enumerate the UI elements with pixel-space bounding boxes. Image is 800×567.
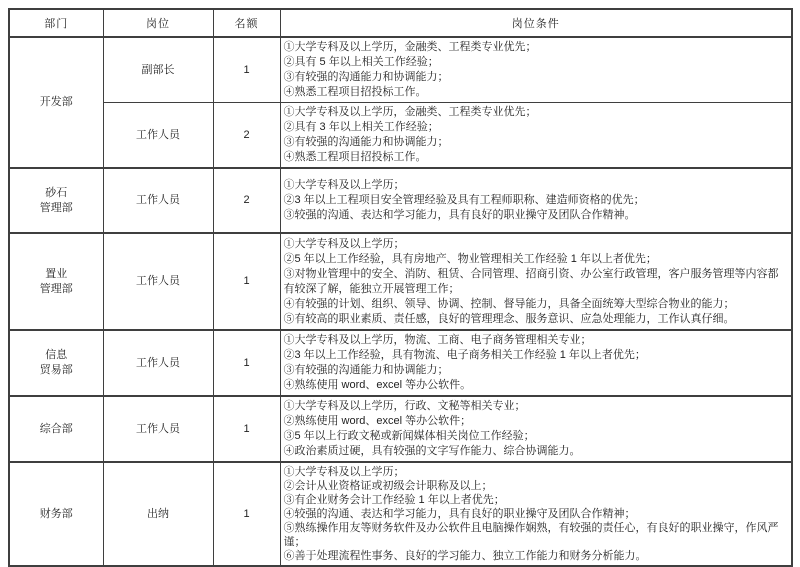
condition-line: ③较强的沟通、表达和学习能力，具有良好的职业操守及团队合作精神。: [283, 209, 636, 221]
department-cell: [9, 168, 103, 233]
conditions-cell: [280, 233, 792, 330]
condition-line: ③对物业管理中的安全、消防、租赁、合同管理、招商引资、办公室行政管理，客户服务管理等内容都有较深了解，能独立开展管理工作；: [283, 267, 779, 295]
condition-line: ②具有 3 年以上相关工作经验；: [283, 121, 439, 133]
quota-cell: 1: [213, 462, 280, 566]
position-cell: 工作人员: [103, 168, 213, 233]
department-label: 砂石: [45, 186, 68, 199]
condition-line: ②3 年以上工程项目安全管理经验及具有工程师职称、建造师资格的优先；: [283, 194, 645, 206]
condition-line: ③5 年以上行政文秘或新闻媒体相关岗位工作经验；: [283, 430, 535, 442]
department-label: 置业: [45, 267, 68, 280]
condition-line: ①大学专科及以上学历；: [283, 179, 405, 191]
quota-cell: 1: [213, 330, 280, 396]
department-cell: [9, 396, 103, 462]
position-cell: 工作人员: [103, 396, 213, 462]
condition-line: ①大学专科及以上学历，金融类、工程类专业优先；: [283, 41, 537, 53]
department-label: 财务部: [39, 507, 73, 520]
recruitment-table: [8, 8, 793, 567]
department-cell: [9, 37, 103, 168]
table-row: [9, 103, 792, 169]
position-cell: 工作人员: [103, 330, 213, 396]
condition-line: ⑤有较高的职业素质、责任感，良好的管理理念、服务意识、应急处理能力，工作认真仔细。: [283, 312, 735, 325]
header-conditions: 岗位条件: [280, 9, 792, 37]
condition-line: ②3 年以上工作经验，具有物流、电子商务相关工作经验 1 年以上者优先；: [283, 349, 646, 361]
condition-line: ②会计从业资格证或初级会计职称及以上；: [283, 480, 493, 492]
department-cell: [9, 462, 103, 566]
condition-line: ①大学专科及以上学历，行政、文秘等相关专业；: [283, 400, 526, 412]
header-row: [9, 9, 792, 37]
condition-line: ⑥善于处理流程性事务、良好的学习能力、独立工作能力和财务分析能力。: [283, 550, 647, 562]
position-cell: 副部长: [103, 37, 213, 103]
conditions-cell: [280, 103, 792, 169]
condition-line: ①大学专科及以上学历；: [283, 237, 405, 250]
table-row: [9, 233, 792, 330]
header-department: 部门: [9, 9, 103, 37]
department-label: 贸易部: [39, 364, 73, 376]
condition-line: ④熟练使用 word、excel 等办公软件。: [283, 379, 472, 391]
condition-line: ③有较强的沟通能力和协调能力；: [283, 136, 449, 148]
condition-line: ⑤熟练操作用友等财务软件及办公软件且电脑操作娴熟，有较强的责任心，有良好的职业操守，作风严谨；: [283, 522, 779, 548]
conditions-cell: [280, 168, 792, 233]
department-label: 综合部: [39, 422, 73, 435]
condition-line: ①大学专科及以上学历；: [283, 466, 405, 478]
department-label: 管理部: [39, 282, 73, 295]
condition-line: ③有较强的沟通能力和协调能力；: [283, 71, 449, 83]
condition-line: ①大学专科及以上学历，物流、工商、电子商务管理相关专业；: [283, 334, 592, 346]
table-row: [9, 330, 792, 396]
quota-cell: 2: [213, 103, 280, 169]
department-label: 开发部: [39, 96, 73, 108]
department-cell: [9, 233, 103, 330]
position-cell: 工作人员: [103, 103, 213, 169]
conditions-cell: [280, 462, 792, 566]
condition-line: ①大学专科及以上学历，金融类、工程类专业优先；: [283, 106, 537, 118]
department-label: 信息: [45, 349, 68, 361]
table-row: [9, 396, 792, 462]
condition-line: ④有较强的计划、组织、领导、协调、控制、督导能力，具备全面统筹大型综合物业的能力；: [283, 297, 735, 310]
conditions-cell: [280, 37, 792, 103]
conditions-cell: [280, 330, 792, 396]
condition-line: ④较强的沟通、表达和学习能力，具有良好的职业操守及团队合作精神；: [283, 508, 636, 520]
department-cell: [9, 330, 103, 396]
table-row: [9, 37, 792, 103]
table-row: [9, 462, 792, 566]
condition-line: ④政治素质过硬，具有较强的文字写作能力、综合协调能力。: [283, 445, 581, 457]
table-row: [9, 168, 792, 233]
quota-cell: 1: [213, 396, 280, 462]
quota-cell: 1: [213, 37, 280, 103]
condition-line: ④熟悉工程项目招投标工作。: [283, 86, 427, 98]
header-quota: 名额: [213, 9, 280, 37]
quota-cell: 1: [213, 233, 280, 330]
condition-line: ②5 年以上工作经验，具有房地产、物业管理相关工作经验 1 年以上者优先；: [283, 252, 657, 265]
condition-line: ③有较强的沟通能力和协调能力；: [283, 364, 449, 376]
condition-line: ③有企业财务会计工作经验 1 年以上者优先；: [283, 494, 505, 506]
position-cell: 出纳: [103, 462, 213, 566]
condition-line: ④熟悉工程项目招投标工作。: [283, 151, 427, 163]
department-label: 管理部: [39, 201, 73, 214]
condition-line: ②熟练使用 word、excel 等办公软件；: [283, 415, 472, 427]
conditions-cell: [280, 396, 792, 462]
header-position: 岗位: [103, 9, 213, 37]
quota-cell: 2: [213, 168, 280, 233]
position-cell: 工作人员: [103, 233, 213, 330]
condition-line: ②具有 5 年以上相关工作经验；: [283, 56, 439, 68]
